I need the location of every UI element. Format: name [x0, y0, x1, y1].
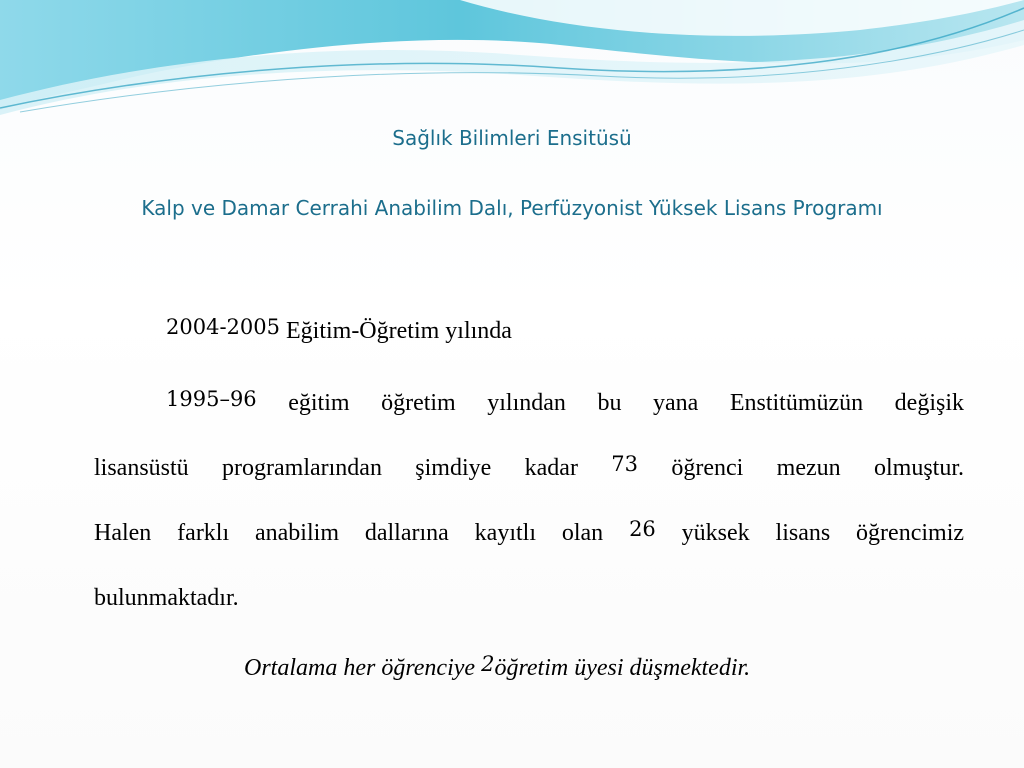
line2-text-a: lisansüstü programlarından şimdiye kadar	[94, 455, 578, 481]
paragraph-line-1	[166, 387, 965, 417]
academic-year-line	[166, 315, 512, 345]
line2-text-b: öğrenci mezun olmuştur.	[671, 455, 964, 481]
since-year: 1995–96	[166, 387, 257, 411]
institute-title: Sağlık Bilimleri Ensitüsü	[392, 126, 632, 150]
line3-text-a: Halen farklı anabilim dallarına kayıtlı olan	[94, 520, 604, 546]
paragraph-line-2	[94, 452, 964, 482]
ratio-value: 2	[481, 652, 495, 676]
paragraph-line-3	[94, 517, 965, 547]
paragraph-line-4: bulunmaktadır.	[94, 585, 239, 611]
decorative-wave-banner	[0, 0, 1024, 130]
ratio-text-a: Ortalama her öğrenciye	[244, 655, 476, 681]
line1-text: eğitim öğretim yılından bu yana Enstitümüzün değişik	[288, 390, 965, 416]
year-text: Eğitim-Öğretim yılında	[285, 318, 512, 344]
graduates-count: 73	[611, 452, 639, 476]
ratio-line	[244, 652, 751, 682]
ratio-text-b: öğretim üyesi düşmektedir.	[494, 655, 751, 681]
year-range: 2004-2005	[166, 315, 280, 339]
program-title: Kalp ve Damar Cerrahi Anabilim Dalı, Perfüzyonist Yüksek Lisans Programı	[141, 196, 883, 220]
students-count: 26	[629, 517, 656, 541]
line3-text-b: yüksek lisans öğrencimiz	[681, 520, 965, 546]
